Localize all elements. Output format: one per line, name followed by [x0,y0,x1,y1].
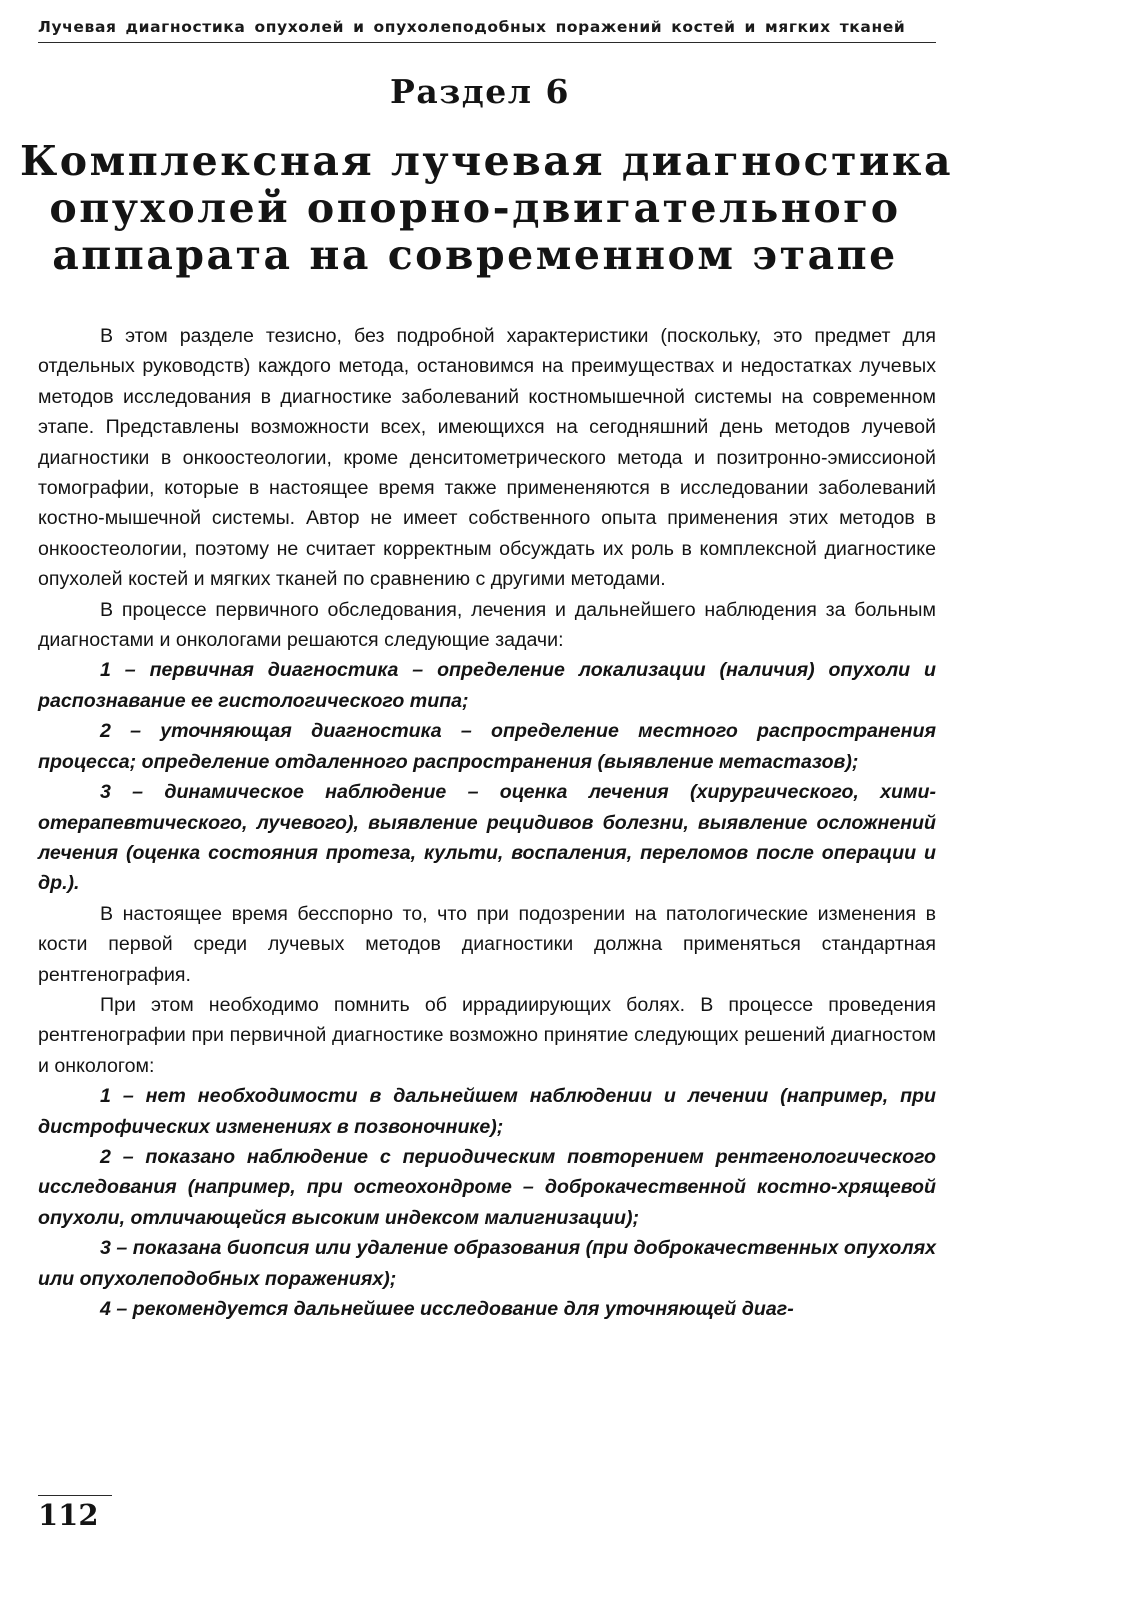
chapter-title [20,137,954,279]
body-text [38,321,936,1324]
task-item-3: 3 – динамическое наблюдение – оценка лечения (хирургического, химиотерапевтического, лучевого), выявление рецидивов болезни, выявление осложнений лечения (оценка состояния протеза, культи, воспаления, переломов после операции и др.). [38,781,936,895]
section-label: Раздел 6 [390,72,570,111]
header-rule [38,42,936,43]
footer-rule [38,1495,112,1496]
decision-item-3: 3 – показана биопсия или удаление образования (при доброкачественных опухолях или опухолеподобных поражениях); [38,1237,936,1290]
paragraph-radiography: В настоящее время бесспорно то, что при подозрении на патологические изменения в кости первой среди лучевых методов диагностики должна применяться стандартная рентгенография. [38,902,936,986]
paragraph-decisions-lead: При этом необходимо помнить об иррадиирующих болях. В процессе проведения рентгенографии при первичной диагностике возможно принятие следующих решений диагностом и онкологом: [38,993,936,1077]
decision-item-2: 2 – показано наблюдение с периодическим повторением рентгенологического исследования (например, при остеохондроме – доброкачественной костно-хрящевой опухоли, отличающейся высоким индексом малигнизации); [38,1145,936,1229]
task-item-2: 2 – уточняющая диагностика – определение местного распространения процесса; определение отдаленного распространения (выявление метастазов); [38,720,936,773]
paragraph-tasks-lead: В процессе первичного обследования, лечения и дальнейшего наблюдения за больным диагностами и онкологами решаются следующие задачи: [38,598,936,652]
chapter-title-line-2: опухолей опорно-двигательного [49,184,901,232]
decision-item-1: 1 – нет необходимости в дальнейшем наблюдении и лечении (например, при дистрофических изменениях в позвоночнике); [38,1085,936,1138]
running-head: Лучевая диагностика опухолей и опухолеподобных поражений костей и мягких тканей [38,18,906,36]
decision-item-4: 4 – рекомендуется дальнейшее исследование для уточняющей диаг- [100,1298,794,1320]
chapter-title-line-3: аппарата на современном этапе [52,231,898,279]
task-item-1: 1 – первичная диагностика – определение локализации (наличия) опухоли и распознавание ее гистологического типа; [38,659,936,712]
chapter-title-line-1: Комплексная лучевая диагностика [20,137,954,185]
page-number: 112 [38,1498,99,1532]
paragraph-intro: В этом разделе тезисно, без подробной характеристики (поскольку, это предмет для отдельных руководств) каждого метода, остановимся на преимуществах и недостатках лучевых методов исследования в диагностике заболеваний костномышечной системы на современном этапе. Представлены возможности всех, имеющихся на сегодняшний день методов лучевой диагностики в онкоостеологии, кроме денситометрического метода и позитронно-эмиссионой томографии, которые в настоящее время также примененяются в исследовании заболеваний костно-мышечной системы. Автор не имеет собственного опыта применения этих методов в онкоостеологии, поэтому не считает корректным обсуждать их роль в комплексной диагностике опухолей костей и мягких тканей по сравнению с другими методами. [38,325,936,591]
